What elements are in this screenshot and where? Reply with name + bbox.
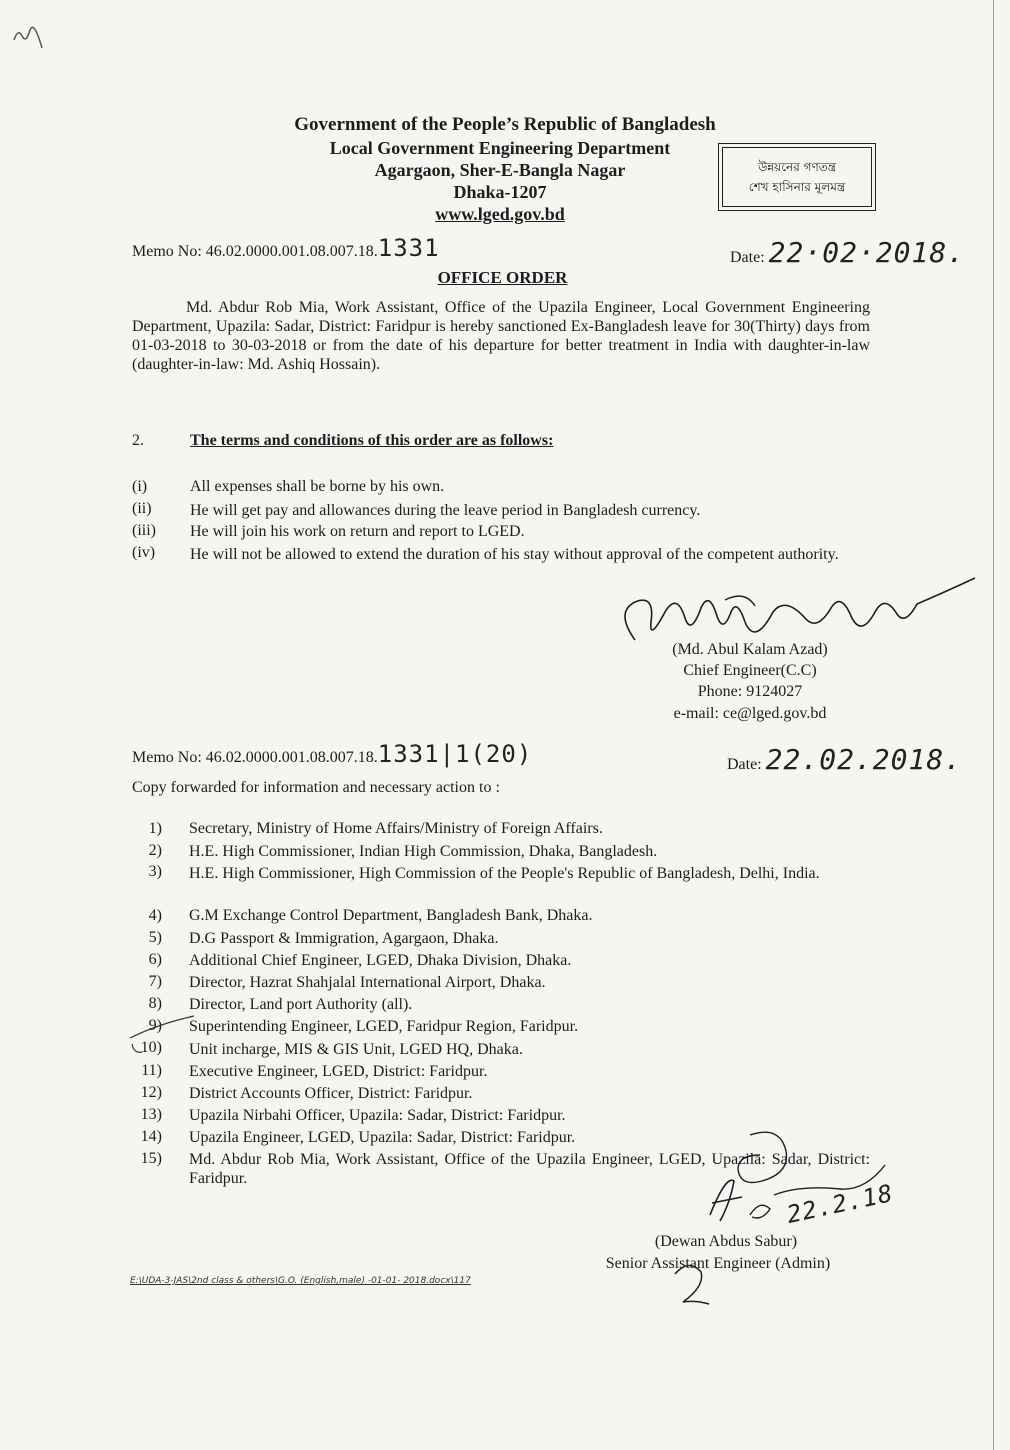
copy-item-number: 5) xyxy=(148,929,162,946)
date-handwritten: 22·02·2018. xyxy=(768,236,966,269)
pen-tick-marks xyxy=(128,1010,208,1060)
section-number: 2. xyxy=(132,432,144,449)
signatory-1-email: e-mail: ce@lged.gov.bd xyxy=(673,705,827,722)
copy-item-text: Director, Land port Authority (all). xyxy=(189,996,413,1013)
date-handwritten: 22.02.2018. xyxy=(765,743,963,776)
handwritten-signing-date: 22.2.18 xyxy=(784,1179,896,1229)
signatory-2-designation: Senior Assistant Engineer (Admin) xyxy=(605,1255,831,1272)
order-date xyxy=(730,236,965,269)
copy-item-number: 7) xyxy=(148,973,162,990)
term-number: (i) xyxy=(132,478,148,495)
memo-prefix: Memo No: 46.02.0000.001.08.007.18. xyxy=(132,243,378,260)
copy-item-number: 8) xyxy=(148,995,162,1012)
term-number: (iii) xyxy=(132,522,156,539)
copy-item-text: Executive Engineer, LGED, District: Faridpur. xyxy=(189,1063,488,1080)
slogan-box xyxy=(718,143,876,211)
copy-item-text: Superintending Engineer, LGED, Faridpur Region, Faridpur. xyxy=(189,1018,579,1035)
copy-item-number: 14) xyxy=(140,1128,162,1145)
slogan-line-1: উন্নয়নের গণতন্ত্র xyxy=(757,160,837,174)
term-text: All expenses shall be borne by his own. xyxy=(190,478,445,495)
header-department: Local Government Engineering Department xyxy=(329,138,671,158)
copy-item-text: District Accounts Officer, District: Faridpur. xyxy=(189,1085,473,1102)
memo-handwritten-number: 1331|1(20) xyxy=(377,740,533,768)
copy-item-number: 10) xyxy=(140,1039,162,1056)
copy-item-text: Upazila Nirbahi Officer, Upazila: Sadar, District: Faridpur. xyxy=(189,1107,566,1124)
header-city: Dhaka-1207 xyxy=(453,182,547,202)
copy-item-text: Additional Chief Engineer, LGED, Dhaka Division, Dhaka. xyxy=(189,952,572,969)
copy-item-number: 1) xyxy=(148,820,162,837)
copy-item-number: 4) xyxy=(148,907,162,924)
header-address: Agargaon, Sher-E-Bangla Nagar xyxy=(374,160,626,180)
copy-item-number: 9) xyxy=(148,1017,162,1034)
copy-item-text: G.M Exchange Control Department, Bangladesh Bank, Dhaka. xyxy=(189,907,593,924)
copy-item-number: 12) xyxy=(140,1084,162,1101)
copy-item-text: Director, Hazrat Shahjalal International Airport, Dhaka. xyxy=(189,974,546,991)
copy-intro: Copy forwarded for information and necessary action to : xyxy=(132,779,500,796)
date-label: Date: xyxy=(727,756,762,773)
copy-item-number: 3) xyxy=(148,863,162,880)
copy-item-number: 6) xyxy=(148,951,162,968)
term-number: (ii) xyxy=(132,500,152,517)
copy-item-text: D.G Passport & Immigration, Agargaon, Dhaka. xyxy=(189,930,499,947)
copy-item-number: 13) xyxy=(140,1106,162,1123)
copy-item-number: 11) xyxy=(141,1062,162,1079)
copy-memo-number xyxy=(132,740,532,768)
corner-pencil-mark xyxy=(8,14,48,54)
signatory-1-phone: Phone: 9124027 xyxy=(697,683,803,700)
term-text: He will not be allowed to extend the duration of his stay without approval of the competent authority. xyxy=(190,546,839,563)
signatory-1-designation: Chief Engineer(C.C) xyxy=(683,662,817,679)
term-text: He will get pay and allowances during the leave period in Bangladesh currency. xyxy=(190,502,701,519)
term-number: (iv) xyxy=(132,544,156,561)
copy-item-text: Unit incharge, MIS & GIS Unit, LGED HQ, Dhaka. xyxy=(189,1041,523,1058)
copy-date xyxy=(727,743,962,776)
copy-item-text: Upazila Engineer, LGED, Upazila: Sadar, District: Faridpur. xyxy=(189,1129,576,1146)
header-website: www.lged.gov.bd xyxy=(435,204,565,224)
copy-item-text: Md. Abdur Rob Mia, Work Assistant, Office of the Upazila Engineer, LGED, Upazila: Sadar, District: Faridpur. xyxy=(189,1151,870,1187)
order-body: Md. Abdur Rob Mia, Work Assistant, Office of the Upazila Engineer, Local Government Engineering Department, Upazila: Sadar, District: Faridpur is hereby sanctioned Ex-Bangladesh leave for 30(Thirty) days from 01-03-2018 to 30-03-2018 or from the date of his departure for better treatment in India with daughter-in-law (daughter-in-law: Md. Ashiq Hossain). xyxy=(132,299,870,373)
initial-mark xyxy=(665,1260,715,1312)
slogan-line-2: শেখ হাসিনার মূলমন্ত্র xyxy=(748,180,846,194)
date-label: Date: xyxy=(730,249,765,266)
term-text: He will join his work on return and report to LGED. xyxy=(190,523,525,540)
copy-item-text: H.E. High Commissioner, Indian High Commission, Dhaka, Bangladesh. xyxy=(189,843,658,860)
copy-item-number: 15) xyxy=(140,1150,162,1167)
section-title: The terms and conditions of this order are as follows: xyxy=(190,432,554,449)
memo-handwritten-number: 1331 xyxy=(377,234,440,262)
header-government: Government of the People’s Republic of Bangladesh xyxy=(294,114,716,135)
signatory-1-name: (Md. Abul Kalam Azad) xyxy=(672,641,828,658)
copy-item-text: Secretary, Ministry of Home Affairs/Ministry of Foreign Affairs. xyxy=(189,820,603,837)
copy-item-text: H.E. High Commissioner, High Commission of the People's Republic of Bangladesh, Delhi, India. xyxy=(189,865,820,882)
memo-prefix: Memo No: 46.02.0000.001.08.007.18. xyxy=(132,749,378,766)
order-memo-number xyxy=(132,234,440,262)
file-path-footer: E:\UDA-3-JAS\2nd class & others\G.O. (English,male) -01-01- 2018.docx\117 xyxy=(130,1276,471,1286)
signatory-2-name: (Dewan Abdus Sabur) xyxy=(654,1233,798,1250)
copy-item-number: 2) xyxy=(148,842,162,859)
office-order-title: OFFICE ORDER xyxy=(437,268,568,287)
